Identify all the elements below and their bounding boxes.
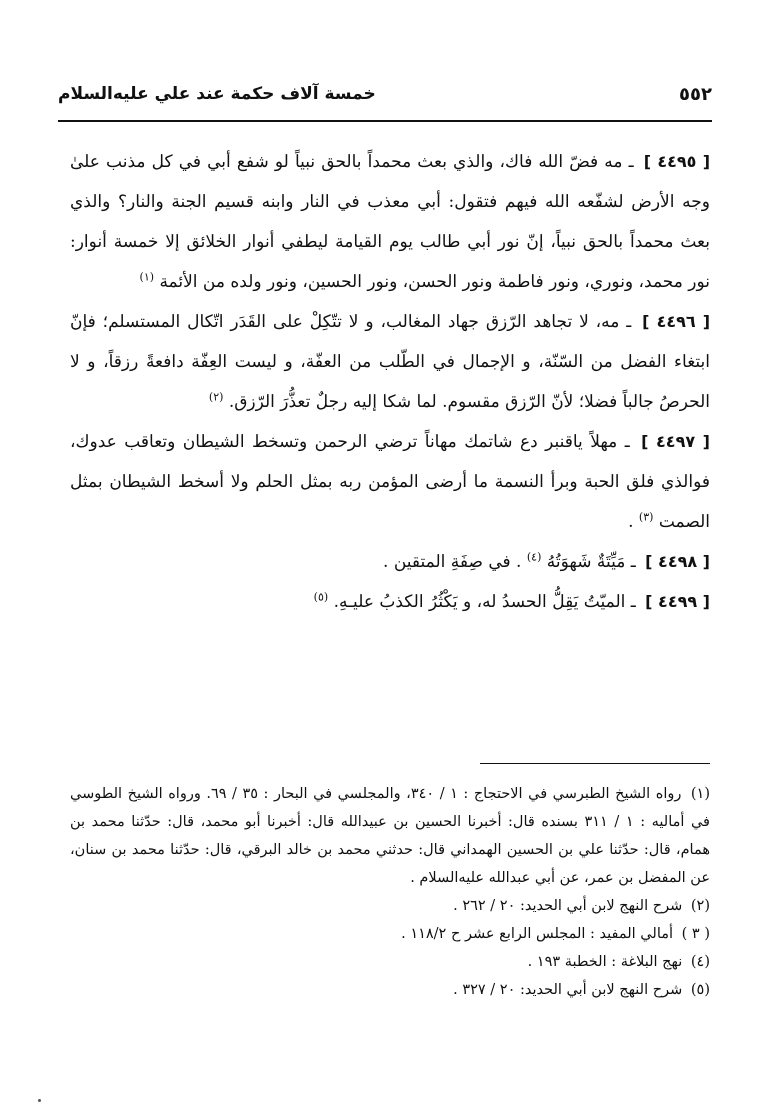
entry-text: ـ مه فضّ الله فاك، والذي بعث محمداً بالحق نبياً لو شفع أبي في كل مذنب علىٰ وجه الأرض لشفّعه الله فيهم فتقول: أبي معذب في النار وابنه قسيم الجنة والنار؟ والذي بعث محمداً بالحق نبياً، إنّ نور أبي طالب يوم القيامة ليطفي أنوار الخلائق إلا خمسة أنوار: نور محمد، ونوري، ونور فاطمة ونور الحسن، ونور الحسين، ونور ولده من الأئمة <box>70 152 710 292</box>
entry-4496 <box>70 302 710 422</box>
footnote-2 <box>70 892 710 920</box>
footnote-ref[interactable]: (١) <box>139 270 155 284</box>
footnote-number: ( ٣ ) <box>681 926 710 942</box>
footnote-5 <box>70 976 710 1004</box>
entry-text: ـ الميّتُ يَقِلُّ الحسدُ له، و يَكْثُرُ الكذبُ عليـهِ. <box>333 592 636 612</box>
footnote-number: (٤) <box>690 954 710 970</box>
footnote-text: نهج البلاغة : الخطبة ١٩٣ . <box>527 954 683 970</box>
footnote-ref[interactable]: (٥) <box>313 590 329 604</box>
entry-number: [ ٤٤٩٦ ] <box>642 312 711 331</box>
entry-4499 <box>70 582 710 622</box>
footnote-1 <box>70 780 710 892</box>
entry-4497 <box>70 422 710 542</box>
entry-number: [ ٤٤٩٩ ] <box>645 592 710 611</box>
footnote-number: (٥) <box>690 982 710 998</box>
footnote-text: شرح النهج لابن أبي الحديد: ٢٠ / ٣٢٧ . <box>453 982 683 998</box>
entry-4495 <box>70 142 710 302</box>
footnote-text: أمالي المفيد : المجلس الرابع عشر ح ١١٨/٢ . <box>401 926 674 942</box>
footnote-number: (١) <box>690 786 711 802</box>
footnote-ref[interactable]: (٢) <box>208 390 224 404</box>
entry-number: [ ٤٤٩٧ ] <box>641 432 710 451</box>
entry-trail: . في صِفَةِ المتقين . <box>383 552 522 572</box>
entry-number: [ ٤٤٩٨ ] <box>645 552 710 571</box>
page-header <box>58 76 712 112</box>
entry-trail: . <box>628 512 634 532</box>
footnotes <box>70 780 710 1004</box>
footnote-3 <box>70 920 710 948</box>
entry-text: ـ مهلاً ياقنبر دع شاتمك مهاناً ترضي الرحمن وتسخط الشيطان وتعاقب عدوك، فوالذي فلق الحبة وبرأ النسمة ما أرضى المؤمن ربه بمثل الحلم ولا أسخط الشيطان بمثل الصمت <box>70 432 710 532</box>
header-rule <box>58 120 712 122</box>
entry-text: ـ مه، لا تجاهد الرّزق جهاد المغالب، و لا تتّكِلْ على القَدَر اتّكال المستسلم؛ فإنّ ابتغاء الفضل من السّنّة، و الإجمال في الطّلب من العفّة، و ليست العِفّة دافعةً رزقاً، و لا الحرصُ جالباً فضلا؛ لأنّ الرّزق مقسوم. لما شكا إليه رجلٌ تعذُّرَ الرّزق. <box>70 312 710 412</box>
page-number: ٥٥٢ <box>679 84 712 105</box>
entry-4498 <box>70 542 710 582</box>
footnote-text: رواه الشيخ الطبرسي في الاحتجاج : ١ / ٣٤٠، والمجلسي في البحار : ٣٥ / ٦٩. ورواه الشيخ الطوسي في أماليه : ١ / ٣١١ بسنده قال: أخبرنا الحسين بن عبيدالله قال: أخبرنا أبو محمد، قال: حدّثنا محمد بن همام، قال: حدّثنا علي بن الحسين الهمداني قال: حدثني محمد بن خالد البرقي، قال: حدّثنا محمد بن سنان، عن المفضل بن عمر، عن أبي عبدالله عليه‌السلام . <box>70 786 710 886</box>
footnote-number: (٢) <box>690 898 710 914</box>
footnote-ref[interactable]: (٤) <box>526 550 542 564</box>
entry-number: [ ٤٤٩٥ ] <box>643 152 711 171</box>
footnote-text: شرح النهج لابن أبي الحديد: ٢٠ / ٢٦٢ . <box>453 898 683 914</box>
main-text <box>70 142 710 622</box>
footnote-ref[interactable]: (٣) <box>638 510 654 524</box>
running-title: خمسة آلاف حكمة عند علي عليه‌السلام <box>58 84 376 104</box>
footnote-separator <box>480 763 710 764</box>
scan-speck <box>38 1099 41 1102</box>
entry-text: ـ مَيِّتَةٌ شَهوَتُهُ <box>546 552 636 572</box>
footnote-4 <box>70 948 710 976</box>
